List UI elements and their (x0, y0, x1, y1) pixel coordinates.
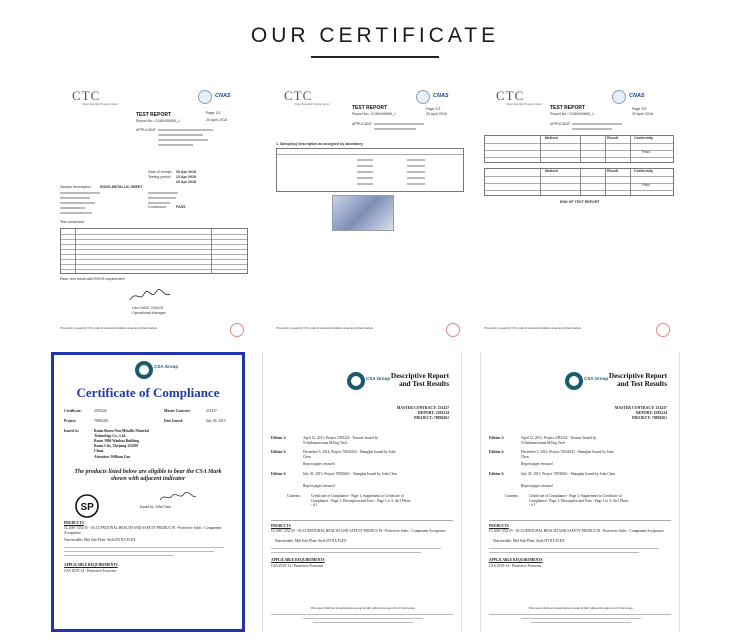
sample-table (276, 148, 464, 192)
edition-3-label: Edition 3: (489, 472, 505, 476)
filler (374, 128, 416, 130)
csa-group-label: CSA Group (584, 376, 609, 381)
issue-date: 20 Apr 2018 (176, 180, 197, 184)
certificate-title: Certificate of Compliance (76, 385, 220, 400)
issued-to-line: Ruian Bosen Non-Metallic Material (94, 429, 149, 433)
page-number: Page 3/3 (632, 107, 647, 111)
ctc-logo: CTC (496, 88, 525, 103)
csa-descriptive-report-1 (262, 352, 462, 632)
product-line: Non-metallic Mid Sole Plate: Style DYNA FLEX (275, 539, 347, 543)
issued-to-line: Attention: William Gao (94, 455, 131, 459)
testing-period-value: 13 Apr 2018 (176, 175, 197, 179)
divider (489, 614, 671, 615)
csa-us-mark-icon (74, 493, 100, 519)
class-line: CLASS 7252 05 - OCCUPATIONAL HEALTH AND SAFETY PRODUCTS - Protective Soles - Component Acceptance (271, 529, 446, 533)
reissued-2: Report pages reissued (521, 484, 553, 488)
ctc-address: Tokyo Standard Testing Center (506, 103, 542, 106)
filler (531, 622, 631, 623)
filler (572, 128, 612, 130)
product-line: Non-metallic Mid Sole Plate: Style DYNA FLEX (493, 539, 565, 543)
filler (158, 144, 193, 146)
footer-note: This report shall not be reproduced, except in full, without the approval of CSA Group. (528, 606, 634, 610)
sample-section-title: 1. Sample(s) description as assigned by laboratory (276, 142, 363, 146)
reissued-2: Report pages reissued (303, 484, 335, 488)
issued-to-line: Ruian City, Zhejiang 325200 (94, 444, 138, 448)
certificate-value: 2393224 (94, 409, 107, 413)
date-issued-value: July 30, 2015 (206, 419, 226, 423)
report-title: TEST REPORT (352, 105, 388, 111)
filler (60, 197, 90, 199)
csa-logo-icon (135, 361, 153, 379)
footer-note: This report shall not be reproduced, except in full, without the approval of CSA Group. (310, 606, 416, 610)
signer-role: Operational Manager (132, 311, 166, 315)
report-title: TEST REPORT (136, 112, 172, 118)
edition-2-label: Edition 2: (489, 450, 505, 454)
issued-by: Issued by: John Chen (140, 505, 171, 509)
stamp-icon (446, 323, 460, 337)
contents-text: Certificate of Compliance - Page 1; Supplement to Certificate of Compliance - Page 1; Description and Tests - Page 1 to 5; Att1 Photo - # 1 (529, 494, 629, 508)
filler (64, 555, 174, 556)
edition-2-label: Edition 2: (271, 450, 287, 454)
date-receipt-label: Date of receipt: (148, 170, 173, 174)
signature-icon (158, 491, 198, 503)
issued-to-label: Issued to: (64, 429, 79, 433)
products-heading: PRODUCTS (271, 524, 291, 528)
reissued-1: Report pages reissued (521, 462, 553, 466)
contents-label: Contents: (287, 494, 301, 498)
report-title: TEST REPORT (550, 105, 586, 111)
filler (303, 618, 423, 619)
applicable-heading: APPLICABLE REQUIREMENTS (271, 558, 325, 562)
project-number: PROJECT: 70830261 (632, 416, 667, 420)
edition-1-label: Edition 1: (489, 436, 505, 440)
report-date: 20 April 2018 (206, 118, 227, 122)
applicable-heading: APPLICABLE REQUIREMENTS (64, 563, 118, 567)
col-conformity: Conformity (634, 136, 654, 140)
page-number: Page 1/3 (206, 111, 221, 115)
testing-period-label: Testing period: (148, 175, 172, 179)
applicant-label: APPLICANT: (550, 122, 571, 126)
edition-3-text: July 30, 2015; Project 70830261 - Shanghai Issued by John Chen (303, 472, 397, 476)
report-number: Report No.: D180409655_1 (136, 119, 180, 123)
edition-3-label: Edition 3: (271, 472, 287, 476)
edition-2-text: December 5, 2014; Project 70034352 - Shanghai Issued by John Chen (303, 450, 396, 459)
filler (148, 197, 176, 199)
filler (60, 207, 85, 209)
date-receipt-value: 09 Apr 2018 (176, 170, 197, 174)
sample-description-label: Sample description: (60, 185, 92, 189)
master-contract: MASTER CONTRACT: 231437 (614, 406, 667, 410)
contents-label: Contents: (505, 494, 519, 498)
sample-description-value: ROHS-METALLIC SHEET (100, 185, 143, 189)
page-number: Page 2/3 (426, 107, 441, 111)
csa-logo-icon (565, 372, 583, 390)
report-number: Report No.: D180409655_1 (352, 112, 396, 116)
master-contract-label: Master Contract: (164, 409, 191, 413)
edition-3-text: July 30, 2015; Project 70830261 - Shanghai Issued by John Chen (521, 472, 615, 476)
filler (489, 548, 659, 549)
results-table (60, 228, 248, 274)
divider (489, 520, 671, 521)
ctc-address: Tokyo Standard Testing Center (82, 103, 118, 106)
disclaimer: This report is issued by CTC under its General Conditions of service printed overleaf. (60, 327, 158, 330)
class-line: CLASS 7252 05 - OCCUPATIONAL HEALTH AND SAFETY PRODUCTS - Protective Soles - Component Acceptance (489, 529, 664, 533)
ilac-seal-icon (198, 90, 212, 104)
project-value: 70830261 (94, 419, 109, 423)
project-label: Project: (64, 419, 77, 423)
master-contract-value: 231437 (206, 409, 217, 413)
filler (271, 548, 441, 549)
ctc-logo: CTC (72, 88, 101, 103)
standard-line: CSA Z195-14 - Protective Footwear (489, 564, 542, 568)
svg-text:SP: SP (80, 502, 94, 513)
col-method-2: Method (545, 169, 558, 173)
cnas-logo-icon: CNAS (629, 93, 645, 99)
applicant-label: APPLICANT: (136, 128, 157, 132)
stamp-icon (230, 323, 244, 337)
signer-name: Lisa YANG 2018.04 (132, 306, 164, 310)
disclaimer: This report is issued by CTC under its General Conditions of service printed overleaf. (276, 327, 374, 330)
edition-1-text: April 12, 2011; Project 2393224 - Toronto Issued by N.Sathianesvaran M.Eng Tech (521, 436, 597, 445)
csa-logo-icon (347, 372, 365, 390)
edition-1-label: Edition 1: (271, 436, 287, 440)
csa-group-label: CSA Group (366, 376, 391, 381)
issued-to-line: China (94, 449, 104, 453)
ilac-seal-icon (612, 90, 626, 104)
edition-2-text: December 5, 2014; Project 70034352 - Shanghai Issued by John Chen (521, 450, 614, 459)
ctc-report-page-1 (58, 80, 251, 342)
col-method: Method (545, 136, 558, 140)
filler (158, 129, 213, 131)
result-pass-2: Pass (642, 183, 650, 187)
page-title: OUR CERTIFICATE (250, 24, 500, 47)
contents-text: Certificate of Compliance - Page 1; Supplement to Certificate of Compliance - Page 1; Description and Tests - Page 1 to 5; Att1 Photo - # 1 (311, 494, 411, 508)
eligibility-statement: The products listed below are eligible to bear the CSA Mark shown with adjacent indicator (74, 469, 222, 482)
ctc-address: Tokyo Standard Testing Center (294, 103, 330, 106)
filler (60, 202, 95, 204)
filler (313, 622, 413, 623)
title-underline (311, 56, 439, 58)
applicable-heading: APPLICABLE REQUIREMENTS (489, 558, 543, 562)
date-issued-label: Date Issued: (164, 419, 184, 423)
result-pass-1: Pass (642, 150, 650, 154)
applicant-label: APPLICANT: (352, 122, 373, 126)
report-date: 20 April 2018 (426, 112, 447, 116)
end-of-report: END OF TEST REPORT (560, 200, 600, 204)
master-contract: MASTER CONTRACT: 231437 (396, 406, 449, 410)
report-number: REPORT: 2393224 (636, 411, 667, 415)
edition-1-text: April 12, 2011; Project 2393224 - Toronto Issued by N.Sathianesvaran M.Eng Tech (303, 436, 379, 445)
csa-group-label: CSA Group (154, 364, 179, 369)
signature-icon (128, 288, 172, 304)
certificate-label: Certificate: (64, 409, 82, 413)
filler (148, 202, 170, 204)
filler (60, 192, 100, 194)
filler (64, 547, 224, 548)
col-result: Result (607, 136, 618, 140)
disclaimer: This report is issued by CTC under its General Conditions of service printed overleaf. (484, 327, 582, 330)
products-heading: PRODUCTS (64, 521, 84, 525)
divider (271, 614, 453, 615)
class-line: CLASS 7252 05 - OCCUPATIONAL HEALTH AND SAFETY PRODUCTS - Protective Soles - Component Acceptance (64, 526, 222, 535)
filler (60, 212, 92, 214)
sample-photo-icon (332, 195, 394, 231)
filler (489, 552, 639, 553)
divider (271, 520, 453, 521)
reissued-1: Report pages reissued (303, 462, 335, 466)
ctc-report-page-2 (270, 80, 468, 342)
filler (158, 134, 203, 136)
report-title: Descriptive Report and Test Results (390, 372, 449, 389)
csa-descriptive-report-2 (480, 352, 680, 632)
col-result-2: Result (607, 169, 618, 173)
cnas-logo-icon: CNAS (215, 93, 231, 99)
filler (148, 192, 178, 194)
standard-line: CSA Z195-14 - Protective Footwear (64, 569, 117, 573)
issued-to-line: Technology Co., Ltd. (94, 434, 126, 438)
filler (271, 552, 421, 553)
conclusion-label: Conclusion: (148, 205, 167, 209)
filler (64, 551, 214, 552)
report-number: REPORT: 2393224 (418, 411, 449, 415)
cnas-logo-icon: CNAS (433, 93, 449, 99)
report-date: 20 April 2018 (632, 112, 653, 116)
filler (521, 618, 641, 619)
issued-to-line: Room 1906 Wanhao Building (94, 439, 139, 443)
ilac-seal-icon (416, 90, 430, 104)
filler (572, 123, 622, 125)
project-number: PROJECT: 70830261 (414, 416, 449, 420)
test-summary-label: Test conducted (60, 220, 85, 224)
report-title: Descriptive Report and Test Results (608, 372, 667, 389)
filler (374, 123, 424, 125)
col-conformity-2: Conformity (634, 169, 654, 173)
report-number: Report No.: D180409655_1 (550, 112, 594, 116)
standard-line: CSA Z195-14 - Protective Footwear (271, 564, 324, 568)
filler (158, 139, 208, 141)
ctc-logo: CTC (284, 88, 313, 103)
conclusion-value: PASS (176, 205, 186, 209)
csa-certificate-of-compliance (51, 352, 245, 632)
ctc-report-page-3 (482, 80, 677, 342)
stamp-icon (656, 323, 670, 337)
remark-text: Pass: test result with ROHS requirement (60, 277, 125, 281)
products-heading: PRODUCTS (489, 524, 509, 528)
product-line: Non-metallic Mid Sole Plate: Style DYNA FLEX (64, 538, 136, 542)
